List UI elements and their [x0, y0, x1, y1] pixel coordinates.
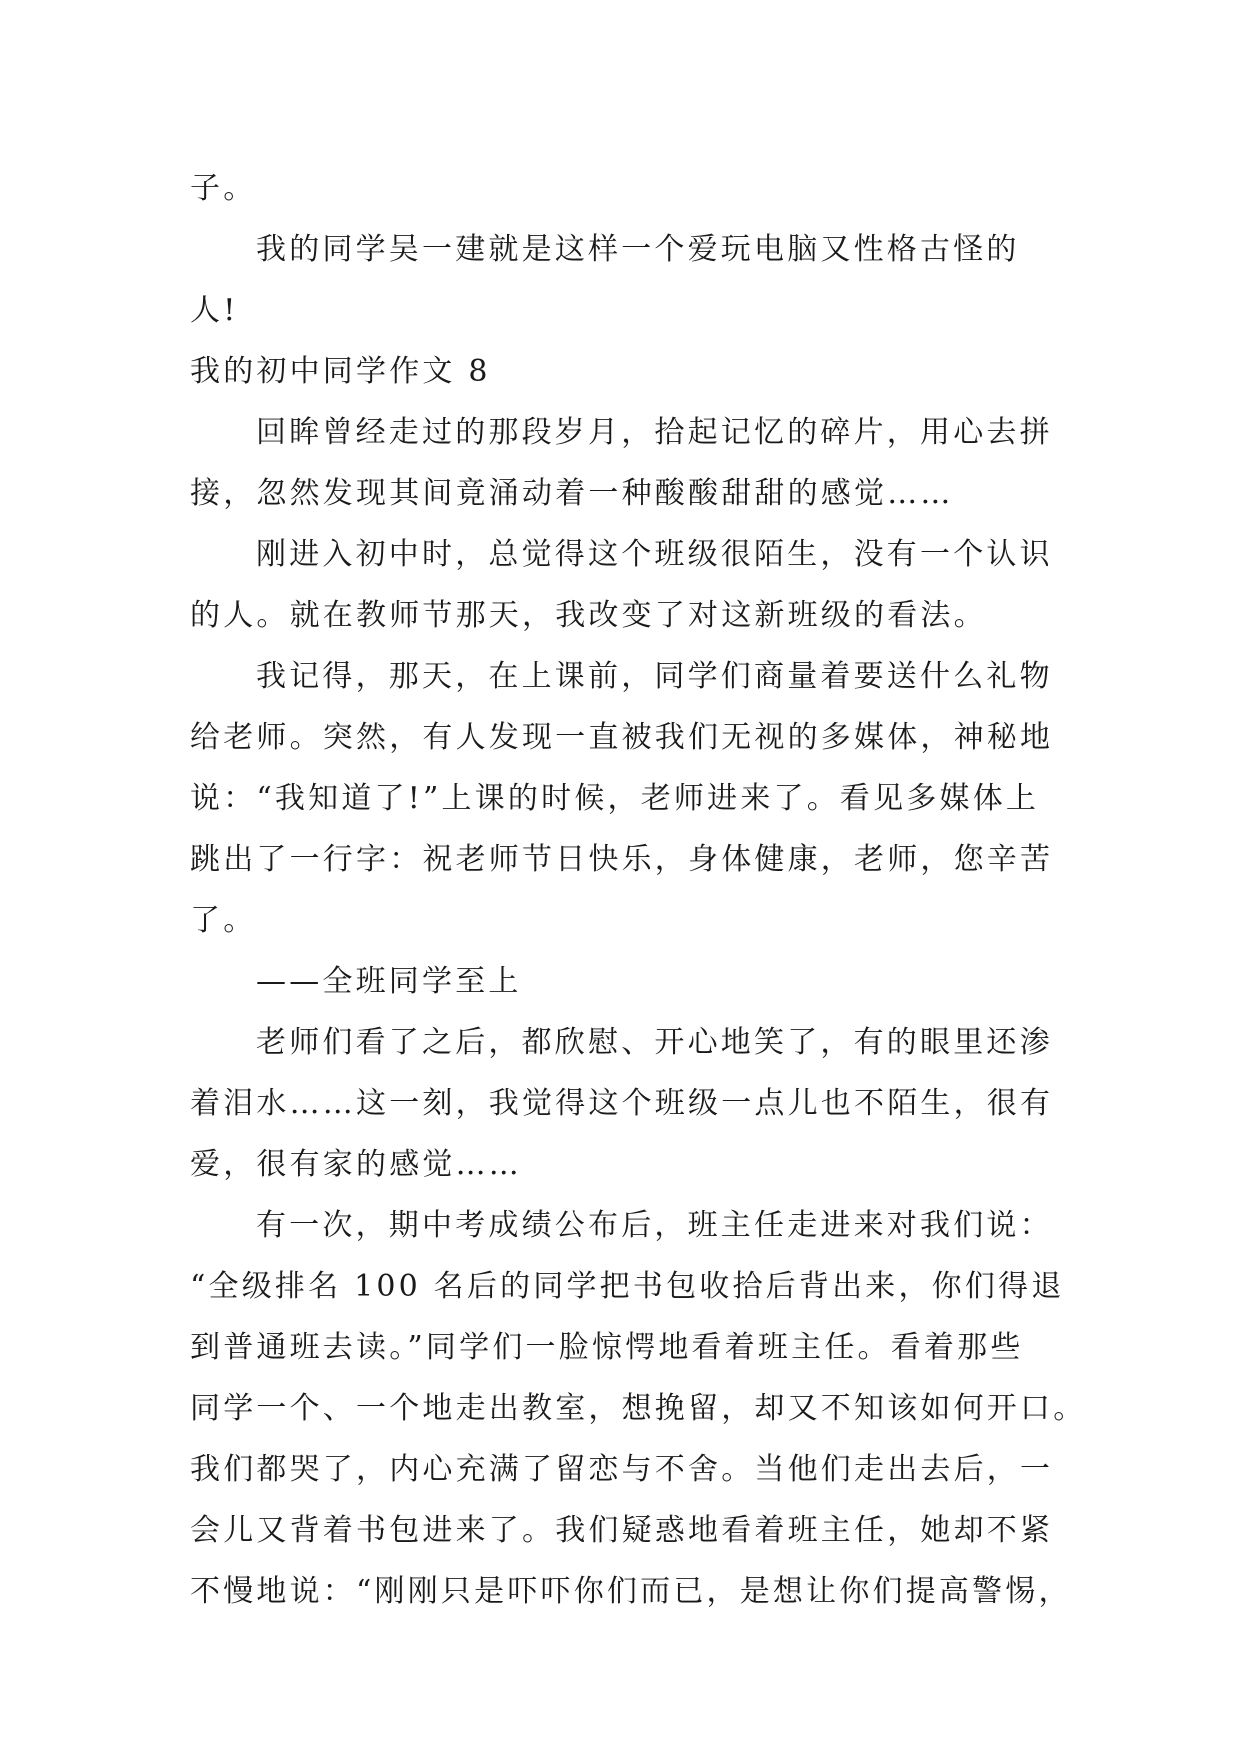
section-title: 我的初中同学作文 8 — [190, 354, 491, 389]
text-line: ——全班同学至上 — [256, 964, 522, 999]
text-line: 我们都哭了，内心充满了留恋与不舍。当他们走出去后，一 — [190, 1452, 1054, 1487]
text-line: 爱，很有家的感觉…… — [190, 1147, 522, 1182]
text-line: 人! — [190, 293, 239, 328]
text-line: 刚进入初中时，总觉得这个班级很陌生，没有一个认识 — [256, 537, 1053, 572]
text-line: “全级排名 100 名后的同学把书包收拾后背出来，你们得退 — [190, 1269, 1065, 1304]
text-line: 子。 — [190, 171, 257, 206]
text-line: 同学一个、一个地走出教室，想挽留，却又不知该如何开口。 — [190, 1391, 1087, 1426]
text-line: 回眸曾经走过的那段岁月，拾起记忆的碎片，用心去拼 — [256, 415, 1053, 450]
text-line: 着泪水……这一刻，我觉得这个班级一点儿也不陌生，很有 — [190, 1086, 1054, 1121]
text-line: 说：“我知道了!”上课的时候，老师进来了。看见多媒体上 — [190, 781, 1040, 816]
text-line: 跳出了一行字：祝老师节日快乐，身体健康，老师，您辛苦 — [190, 842, 1054, 877]
text-line: 我记得，那天，在上课前，同学们商量着要送什么礼物 — [256, 659, 1053, 694]
text-line: 我的同学吴一建就是这样一个爱玩电脑又性格古怪的 — [256, 232, 1020, 267]
text-line: 老师们看了之后，都欣慰、开心地笑了，有的眼里还渗 — [256, 1025, 1053, 1060]
text-line: 会儿又背着书包进来了。我们疑惑地看着班主任，她却不紧 — [190, 1513, 1054, 1548]
text-line: 不慢地说：“刚刚只是吓吓你们而已，是想让你们提高警惕， — [190, 1574, 1072, 1609]
text-line: 了。 — [190, 903, 257, 938]
text-line: 接，忽然发现其间竟涌动着一种酸酸甜甜的感觉…… — [190, 476, 954, 511]
essay-text — [190, 158, 1087, 1622]
text-line: 到普通班去读。”同学们一脸惊愕地看着班主任。看着那些 — [190, 1330, 1024, 1365]
text-line: 给老师。突然，有人发现一直被我们无视的多媒体，神秘地 — [190, 720, 1054, 755]
text-line: 的人。就在教师节那天，我改变了对这新班级的看法。 — [190, 598, 987, 633]
text-line: 有一次，期中考成绩公布后，班主任走进来对我们说： — [256, 1208, 1053, 1243]
